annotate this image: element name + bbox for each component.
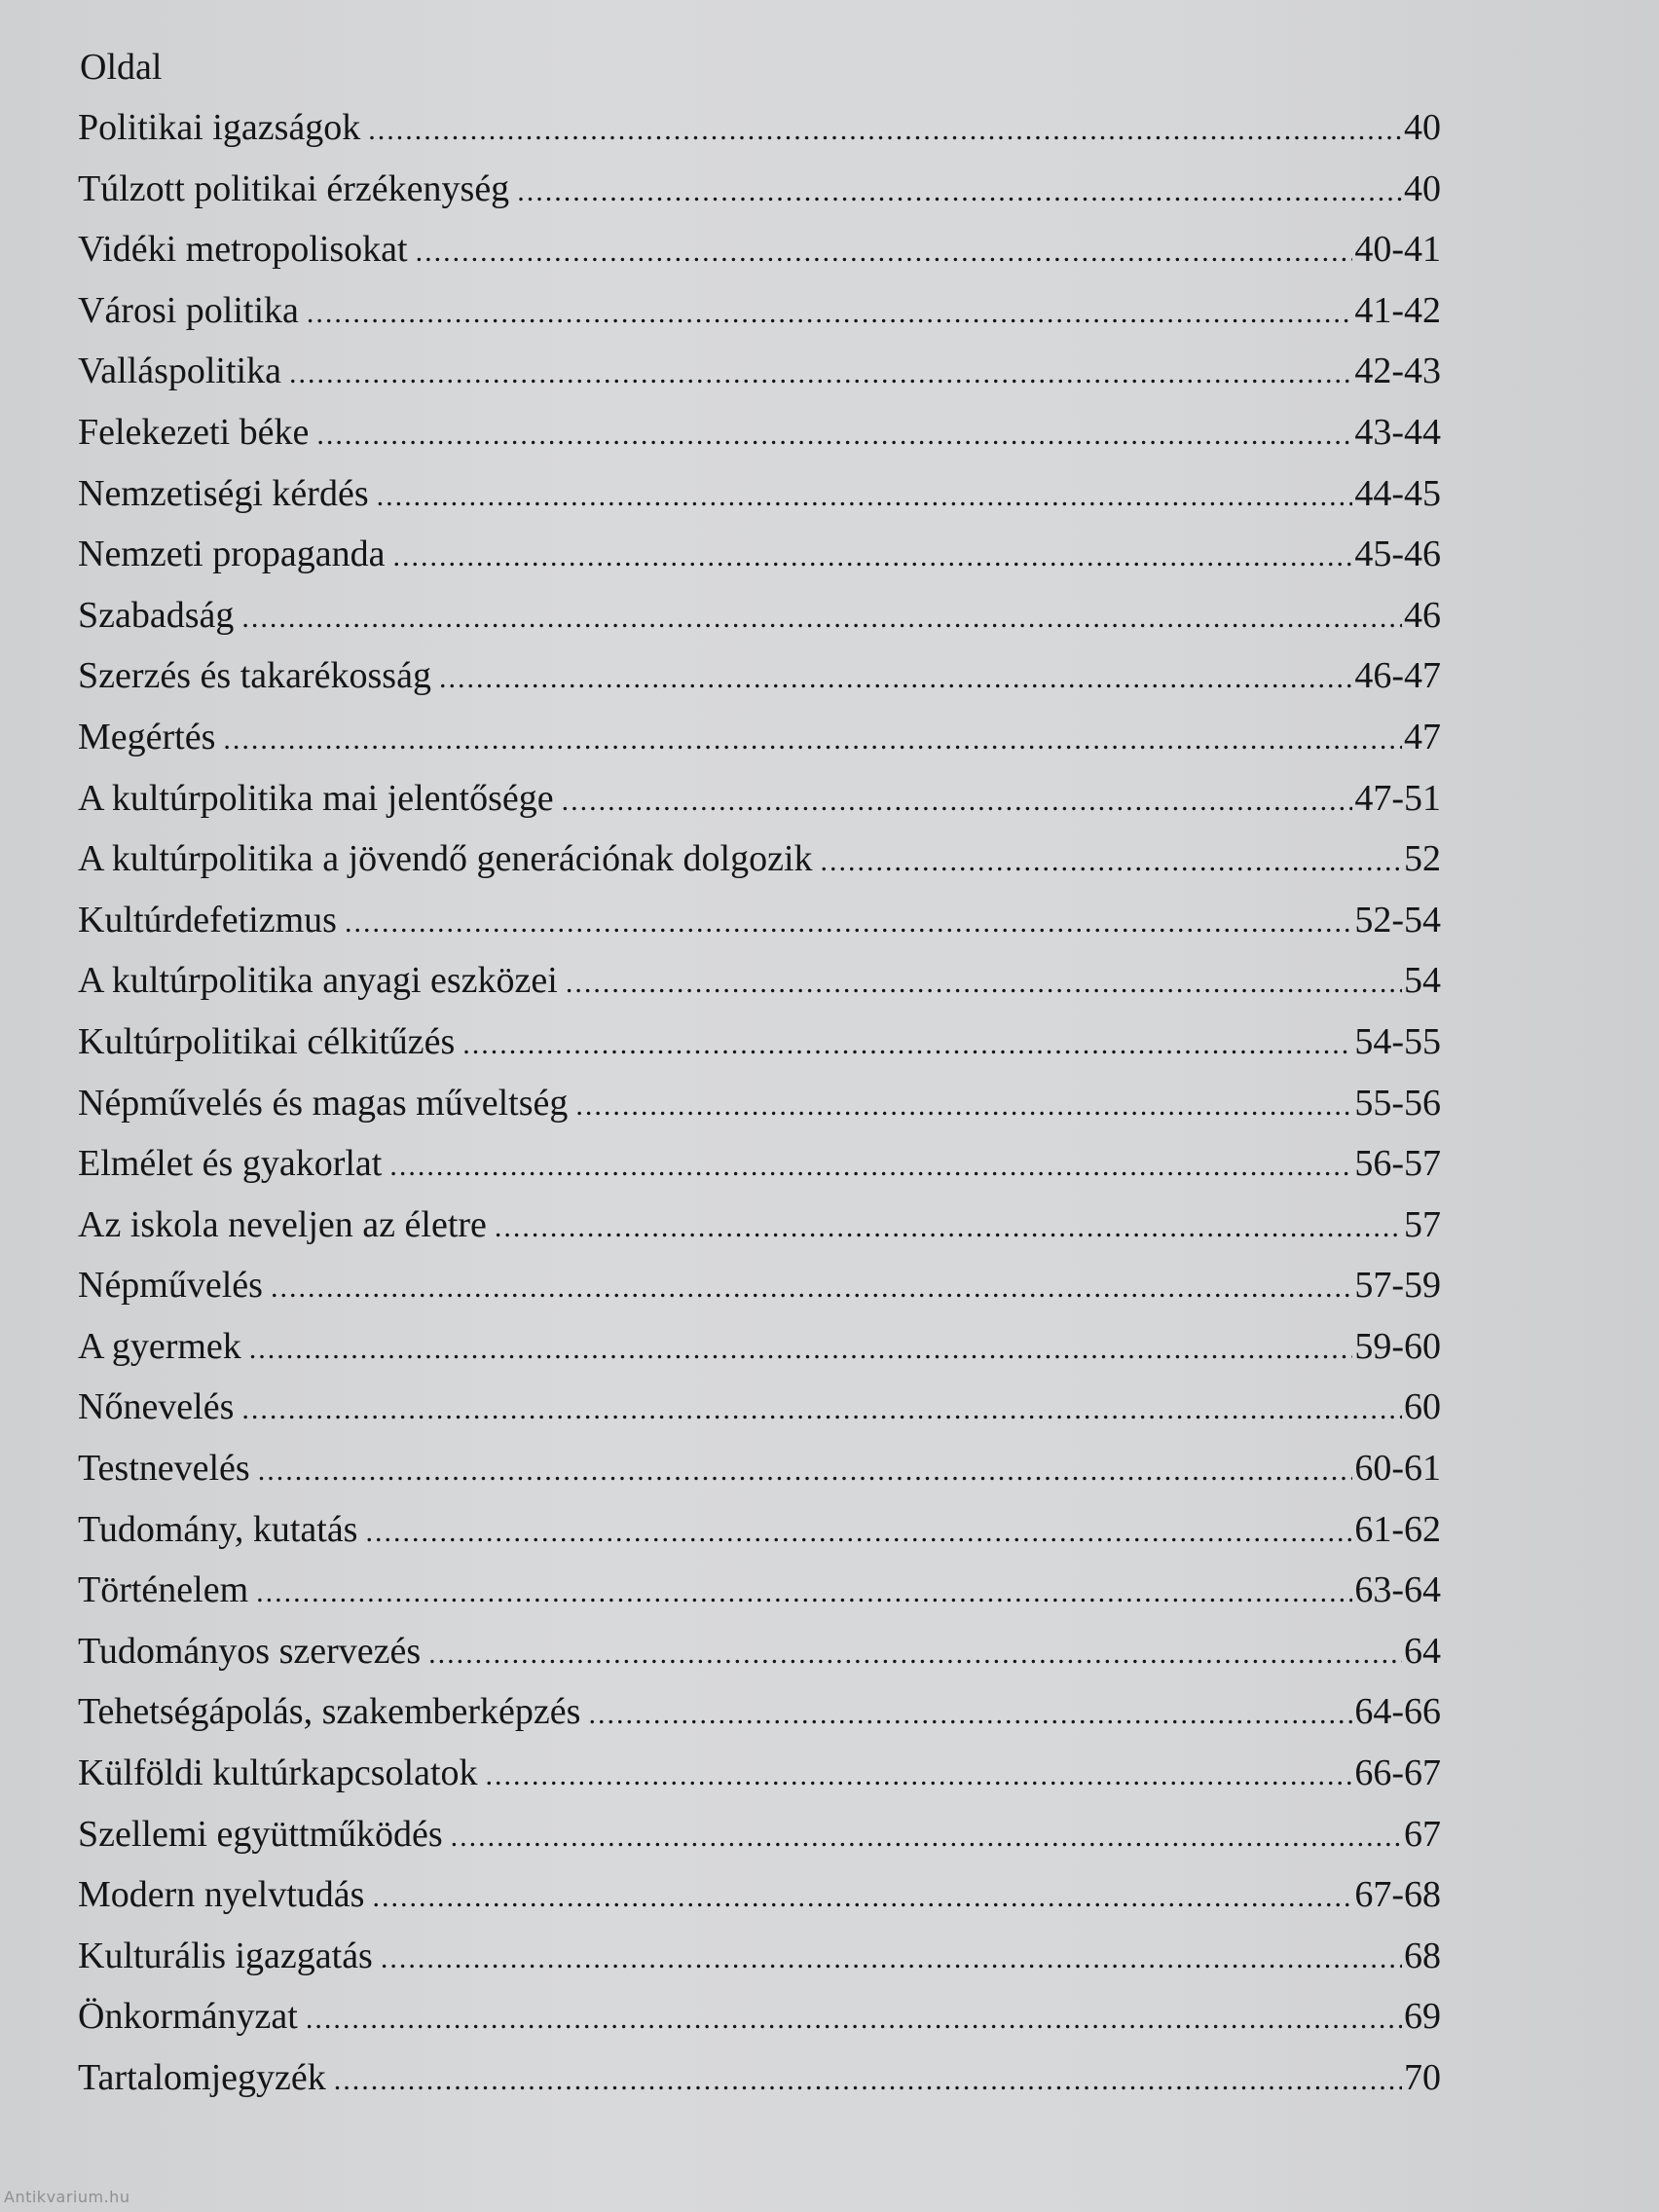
toc-entry-title: Népművelés xyxy=(78,1265,263,1307)
toc-entry xyxy=(78,899,1441,963)
toc-entry xyxy=(78,1876,1441,1937)
dot-leader xyxy=(495,1213,1402,1242)
toc-entry-pages: 70 xyxy=(1404,2057,1441,2098)
toc-entry-title: A gyermek xyxy=(78,1325,241,1367)
dot-leader xyxy=(462,1030,1352,1059)
toc-entry-pages: 40 xyxy=(1404,167,1441,209)
dot-leader xyxy=(451,1823,1402,1852)
dot-leader xyxy=(345,908,1352,938)
toc-entry-title: A kultúrpolitika a jövendő generációnak dolgozik xyxy=(78,838,813,880)
toc-entry-pages: 44-45 xyxy=(1354,472,1441,514)
toc-entry xyxy=(78,167,1441,232)
toc-entry-pages: 68 xyxy=(1404,1935,1441,1976)
toc-entry xyxy=(78,1693,1441,1754)
dot-leader xyxy=(428,1640,1402,1669)
dot-leader xyxy=(271,1273,1352,1303)
toc-entry-pages: 45-46 xyxy=(1354,534,1441,575)
dot-leader xyxy=(316,421,1352,450)
toc-entry-title: Vidéki metropolisokat xyxy=(78,229,408,271)
toc-entry xyxy=(78,2059,1441,2120)
toc-entry-title: Tartalomjegyzék xyxy=(78,2057,326,2098)
dot-leader xyxy=(416,238,1353,267)
toc-entry xyxy=(78,594,1441,658)
toc-entry xyxy=(78,289,1441,353)
toc-entry-title: Kulturális igazgatás xyxy=(78,1935,373,1976)
toc-entry-title: Felekezeti béke xyxy=(78,411,310,453)
toc-entry-pages: 55-56 xyxy=(1354,1082,1441,1124)
toc-entry-pages: 67-68 xyxy=(1354,1874,1441,1916)
toc-entry-title: Nemzeti propaganda xyxy=(78,534,386,575)
toc-entry-title: Szabadság xyxy=(78,594,235,636)
toc-entry-title: Kultúrdefetizmus xyxy=(78,899,337,940)
toc-entry-pages: 52-54 xyxy=(1354,899,1441,940)
toc-entry xyxy=(78,1388,1441,1450)
toc-entry-title: Szellemi együttműködés xyxy=(78,1813,443,1855)
toc-entry xyxy=(78,716,1441,780)
toc-entry-title: Szerzés és takarékosság xyxy=(78,655,431,697)
dot-leader xyxy=(241,1395,1402,1424)
toc-entry-pages: 69 xyxy=(1404,1996,1441,2038)
toc-entry xyxy=(78,1450,1441,1511)
toc-entry xyxy=(78,962,1441,1023)
page-column-label: Oldal xyxy=(80,47,163,88)
toc-entry xyxy=(78,1267,1441,1328)
dot-leader xyxy=(517,177,1402,206)
toc-entry-title: Önkormányzat xyxy=(78,1996,298,2038)
dot-leader xyxy=(439,664,1352,693)
toc-entry-title: Külföldi kultúrkapcsolatok xyxy=(78,1752,478,1794)
toc-entry-title: Tudományos szervezés xyxy=(78,1630,422,1672)
toc-entry-pages: 63-64 xyxy=(1354,1569,1441,1611)
toc-entry xyxy=(78,777,1441,841)
toc-entry xyxy=(78,231,1441,292)
dot-leader xyxy=(334,2066,1402,2095)
toc-entry xyxy=(78,109,1441,170)
toc-entry-pages: 64-66 xyxy=(1354,1691,1441,1733)
toc-entry-title: A kultúrpolitika mai jelentősége xyxy=(78,777,554,819)
toc-entry-pages: 59-60 xyxy=(1354,1325,1441,1367)
toc-entry xyxy=(78,352,1441,414)
toc-entry-pages: 41-42 xyxy=(1354,289,1441,331)
dot-leader xyxy=(307,299,1352,328)
toc-entry xyxy=(78,411,1441,475)
toc-entry xyxy=(78,1203,1441,1268)
dot-leader xyxy=(372,1883,1352,1912)
toc-entry-pages: 42-43 xyxy=(1354,350,1441,392)
toc-entry-title: Modern nyelvtudás xyxy=(78,1874,365,1916)
toc-entry xyxy=(78,1325,1441,1389)
toc-entry xyxy=(78,1754,1441,1816)
dot-leader xyxy=(258,1456,1353,1486)
dot-leader xyxy=(392,542,1352,571)
toc-entry xyxy=(78,840,1441,902)
toc-entry-title: Megértés xyxy=(78,716,216,757)
toc-entry-pages: 60-61 xyxy=(1354,1448,1441,1490)
dot-leader xyxy=(256,1578,1352,1607)
dot-leader xyxy=(223,725,1402,755)
toc-entry-pages: 47 xyxy=(1404,716,1441,757)
toc-entry-pages: 40-41 xyxy=(1354,229,1441,271)
toc-entry xyxy=(78,1508,1441,1572)
dot-leader xyxy=(389,1152,1352,1181)
toc-entry-title: Valláspolitika xyxy=(78,350,281,392)
toc-entry-title: Kultúrpolitikai célkitűzés xyxy=(78,1020,456,1062)
toc-entry xyxy=(78,1998,1441,2059)
dot-leader xyxy=(588,1700,1352,1729)
toc-entry xyxy=(78,1813,1441,1877)
toc-entry-title: Tehetségápolás, szakemberképzés xyxy=(78,1691,581,1733)
dot-leader xyxy=(249,1335,1353,1364)
toc-entry xyxy=(78,535,1441,597)
toc-entry-pages: 67 xyxy=(1404,1813,1441,1855)
toc-entry-title: Túlzott politikai érzékenység xyxy=(78,167,510,209)
toc-entry-pages: 52 xyxy=(1404,838,1441,880)
dot-leader xyxy=(566,969,1402,998)
toc-entry-pages: 54-55 xyxy=(1354,1020,1441,1062)
dot-leader xyxy=(562,787,1353,816)
toc-entry-title: Elmélet és gyakorlat xyxy=(78,1143,383,1185)
toc-entry-title: Politikai igazságok xyxy=(78,107,361,148)
toc-entry xyxy=(78,1145,1441,1206)
toc-entry-title: Nemzetiségi kérdés xyxy=(78,472,369,514)
table-of-contents xyxy=(78,109,1441,2120)
toc-entry-title: Városi politika xyxy=(78,289,299,331)
toc-entry-pages: 57 xyxy=(1404,1203,1441,1245)
toc-entry-title: Testnevelés xyxy=(78,1448,250,1490)
toc-entry-pages: 56-57 xyxy=(1354,1143,1441,1185)
dot-leader xyxy=(306,2005,1402,2034)
dot-leader xyxy=(381,1944,1402,1973)
toc-entry-pages: 66-67 xyxy=(1354,1752,1441,1794)
dot-leader xyxy=(377,482,1353,511)
toc-entry-pages: 54 xyxy=(1404,960,1441,1002)
toc-entry xyxy=(78,657,1441,719)
toc-entry-title: Az iskola neveljen az életre xyxy=(78,1203,487,1245)
toc-entry-pages: 57-59 xyxy=(1354,1265,1441,1307)
watermark: Antikvarium.hu xyxy=(4,2188,130,2206)
toc-entry xyxy=(78,1630,1441,1694)
toc-entry xyxy=(78,472,1441,536)
dot-leader xyxy=(289,359,1352,388)
dot-leader xyxy=(368,116,1402,145)
toc-entry-pages: 43-44 xyxy=(1354,411,1441,453)
toc-entry-pages: 40 xyxy=(1404,107,1441,148)
toc-entry-pages: 61-62 xyxy=(1354,1508,1441,1550)
dot-leader xyxy=(575,1091,1352,1121)
toc-entry xyxy=(78,1082,1441,1146)
dot-leader xyxy=(821,847,1402,876)
toc-entry-pages: 46-47 xyxy=(1354,655,1441,697)
dot-leader xyxy=(486,1761,1353,1790)
toc-entry-title: Tudomány, kutatás xyxy=(78,1508,358,1550)
toc-entry-title: Nőnevelés xyxy=(78,1386,235,1428)
dot-leader xyxy=(241,604,1402,633)
toc-entry xyxy=(78,1571,1441,1633)
toc-entry-title: Népművelés és magas műveltség xyxy=(78,1082,569,1124)
toc-entry xyxy=(78,1937,1441,1999)
toc-entry-title: A kultúrpolitika anyagi eszközei xyxy=(78,960,558,1002)
toc-entry-pages: 60 xyxy=(1404,1386,1441,1428)
toc-entry-pages: 64 xyxy=(1404,1630,1441,1672)
toc-entry-pages: 46 xyxy=(1404,594,1441,636)
toc-entry xyxy=(78,1020,1441,1085)
toc-entry-pages: 47-51 xyxy=(1354,777,1441,819)
dot-leader xyxy=(365,1518,1352,1547)
toc-entry-title: Történelem xyxy=(78,1569,249,1611)
